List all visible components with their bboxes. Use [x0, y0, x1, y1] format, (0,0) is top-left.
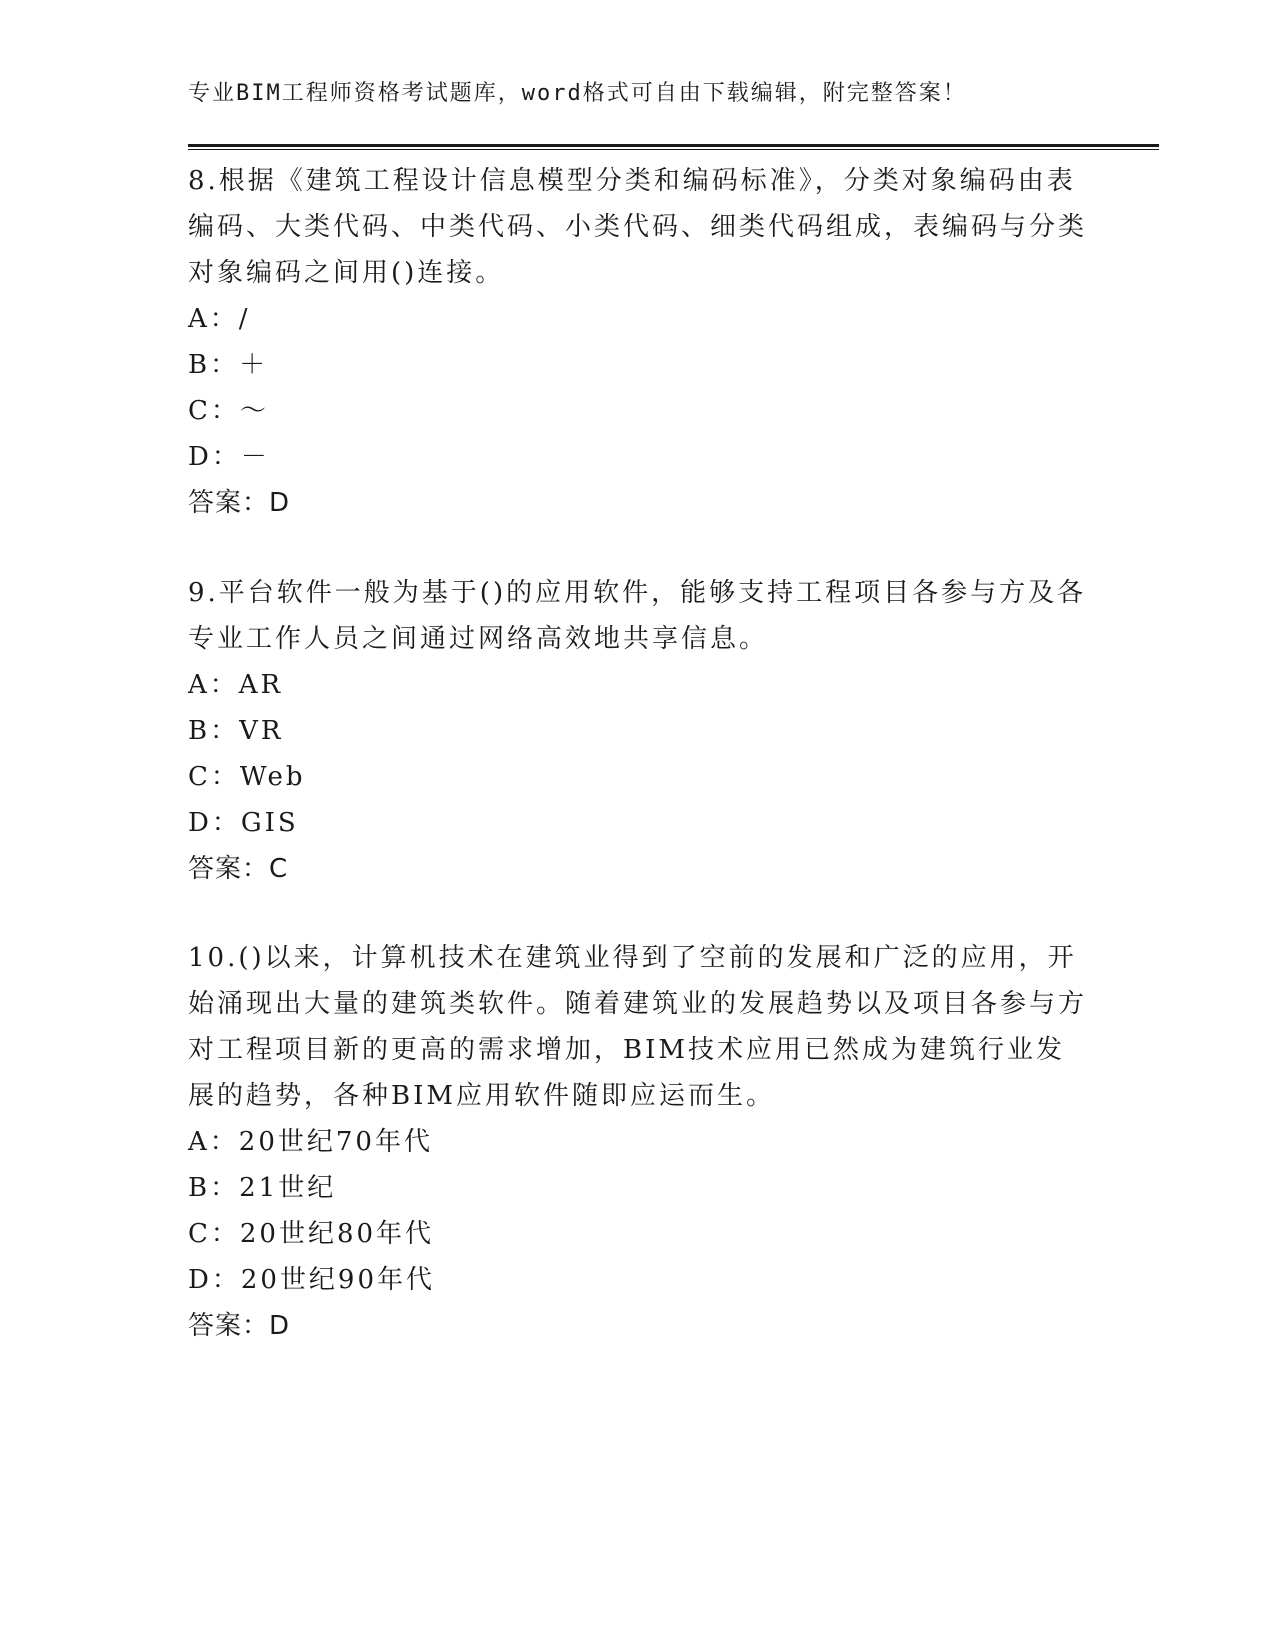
option-a: A：/: [188, 304, 251, 334]
answer-line: 答案：D: [188, 488, 291, 518]
question-8: [188, 158, 1088, 526]
question-stem: 10.()以来，计算机技术在建筑业得到了空前的发展和广泛的应用，开始涌现出大量的建筑类软件。随着建筑业的发展趋势以及项目各参与方对工程项目新的更高的需求增加，BIM技术应用已然成为建筑行业发展的趋势，各种BIM应用软件随即应运而生。: [188, 943, 1088, 1111]
page-header: 专业BIM工程师资格考试题库，word格式可自由下载编辑，附完整答案！: [188, 81, 967, 106]
option-c: C：Web: [188, 762, 306, 792]
option-b: B：＋: [188, 350, 269, 380]
option-d: D：20世纪90年代: [188, 1265, 436, 1295]
question-stem: 8.根据《建筑工程设计信息模型分类和编码标准》，分类对象编码由表编码、大类代码、中类代码、小类代码、细类代码组成，表编码与分类对象编码之间用()连接。: [188, 166, 1088, 288]
header-divider: [188, 144, 1159, 150]
option-b: B：VR: [188, 716, 284, 746]
option-b: B：21世纪: [188, 1173, 337, 1203]
option-d: D：GIS: [188, 808, 299, 838]
option-c: C：20世纪80年代: [188, 1219, 435, 1249]
option-a: A：AR: [188, 670, 284, 700]
question-9: [188, 570, 1088, 892]
option-a: A：20世纪70年代: [188, 1127, 433, 1157]
option-d: D：－: [188, 442, 270, 472]
answer-line: 答案：C: [188, 854, 289, 884]
question-10: [188, 935, 1088, 1349]
answer-line: 答案：D: [188, 1311, 291, 1341]
option-c: C：～: [188, 396, 269, 426]
question-stem: 9.平台软件一般为基于()的应用软件，能够支持工程项目各参与方及各专业工作人员之间通过网络高效地共享信息。: [188, 578, 1087, 654]
